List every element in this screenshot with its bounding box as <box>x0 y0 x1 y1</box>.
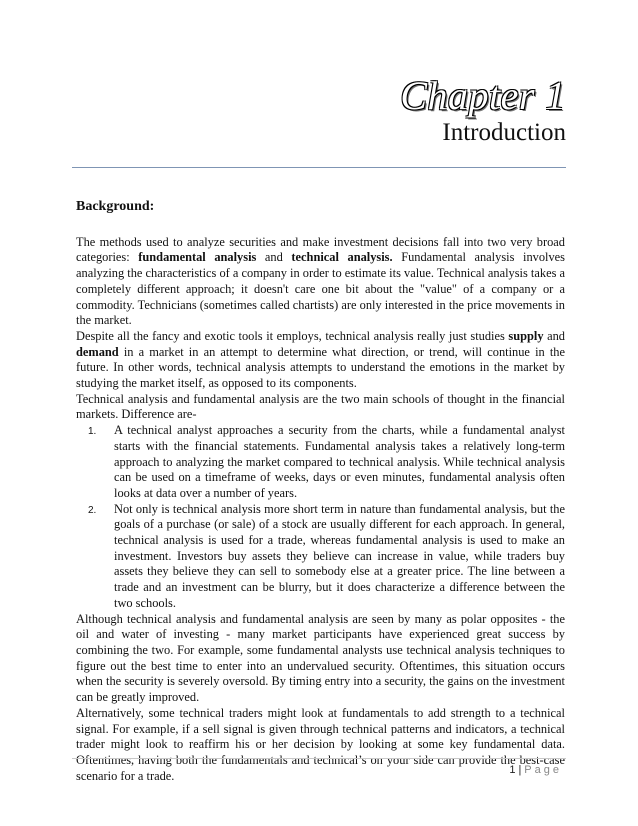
list-item <box>76 423 565 502</box>
text-run: Despite all the fancy and exotic tools it employs, technical analysis really just studies <box>76 328 509 343</box>
difference-list <box>76 423 565 611</box>
header-divider <box>72 167 566 168</box>
bold-term: technical analysis. <box>291 250 393 265</box>
text-run: and <box>256 250 292 265</box>
body-content <box>76 199 565 784</box>
text-run: in a market in an attempt to determine what direction, or trend, will continue in the future. In other words, technical analysis attempts to understand the emotions in the market by studying the market itself, as opposed to its components. <box>76 344 565 391</box>
list-item-text: Not only is technical analysis more short term in nature than fundamental analysis, but the goals of a purchase (or sale) of a stock are usually different for each approach. In general, technical analysis is used for a trade, whereas fundamental analysis is used to make an investment. Investors buy assets they believe can increase in value, while traders buy assets they believe they can sell to somebody else at a greater price. The line between a trade and an investment can be blurry, but it does characterize a difference between the two schools. <box>114 501 565 610</box>
text-run: Fundamental analysis involves analyzing the characteristics of a company in order to estimate its value. Technical analysis takes a completely different approach; it doesn't care one bit about the "value" of a company or a commodity. Technicians (sometimes called chartists) are only interested in the price movements in the market. <box>76 250 565 328</box>
list-number: 2. <box>88 504 97 516</box>
bold-term: fundamental analysis <box>138 250 257 265</box>
text-run: The methods used to analyze securities and make investment decisions fall into two very broad categories: <box>76 234 565 265</box>
paragraph-schools: Technical analysis and fundamental analysis are the two main schools of thought in the financial markets. Difference are- <box>76 391 565 422</box>
bold-term: supply <box>508 328 544 343</box>
list-number: 1. <box>88 426 97 438</box>
paragraph-intro <box>76 235 565 329</box>
bold-term: demand <box>76 344 119 359</box>
page-label: Page <box>524 764 562 776</box>
list-item <box>76 502 565 612</box>
footer-divider <box>72 758 566 759</box>
section-heading: Background: <box>76 199 155 214</box>
paragraph-supply-demand <box>76 329 565 392</box>
list-item-text: A technical analyst approaches a security from the charts, while a fundamental analyst starts with the financial statements. Fundamental analysis takes a relatively long-term approach to analyzing the market compared to technical analysis. While technical analysis can be used on a timeframe of weeks, days or even minutes, fundamental analysis often looks at data over a number of years. <box>114 423 565 500</box>
paragraph-combining: Although technical analysis and fundamental analysis are seen by many as polar opposites - the oil and water of investing - many market participants have experienced great success by combining the two. For example, some fundamental analysts use technical analysis techniques to figure out the best time to enter into an undervalued security. Oftentimes, this situation occurs when the security is severely oversold. By timing entry into a security, the gains on the investment can be greatly improved. <box>76 611 565 705</box>
paragraph-alternatively: Alternatively, some technical traders might look at fundamentals to add strength to a technical signal. For example, if a sell signal is given through technical patterns and indicators, a technical trader might look to reaffirm his or her decision by looking at some key fundamental data. Oftentimes, having both the fundamentals and technical’s on your side can provide the best-case scenario for a trade. <box>76 705 565 783</box>
page-number: 1 <box>509 764 516 776</box>
page-footer <box>509 764 562 776</box>
chapter-subtitle: Introduction <box>442 119 566 146</box>
chapter-title: Chapter 1 <box>400 73 566 118</box>
footer-separator: | <box>518 764 522 776</box>
text-run: and <box>543 328 565 343</box>
